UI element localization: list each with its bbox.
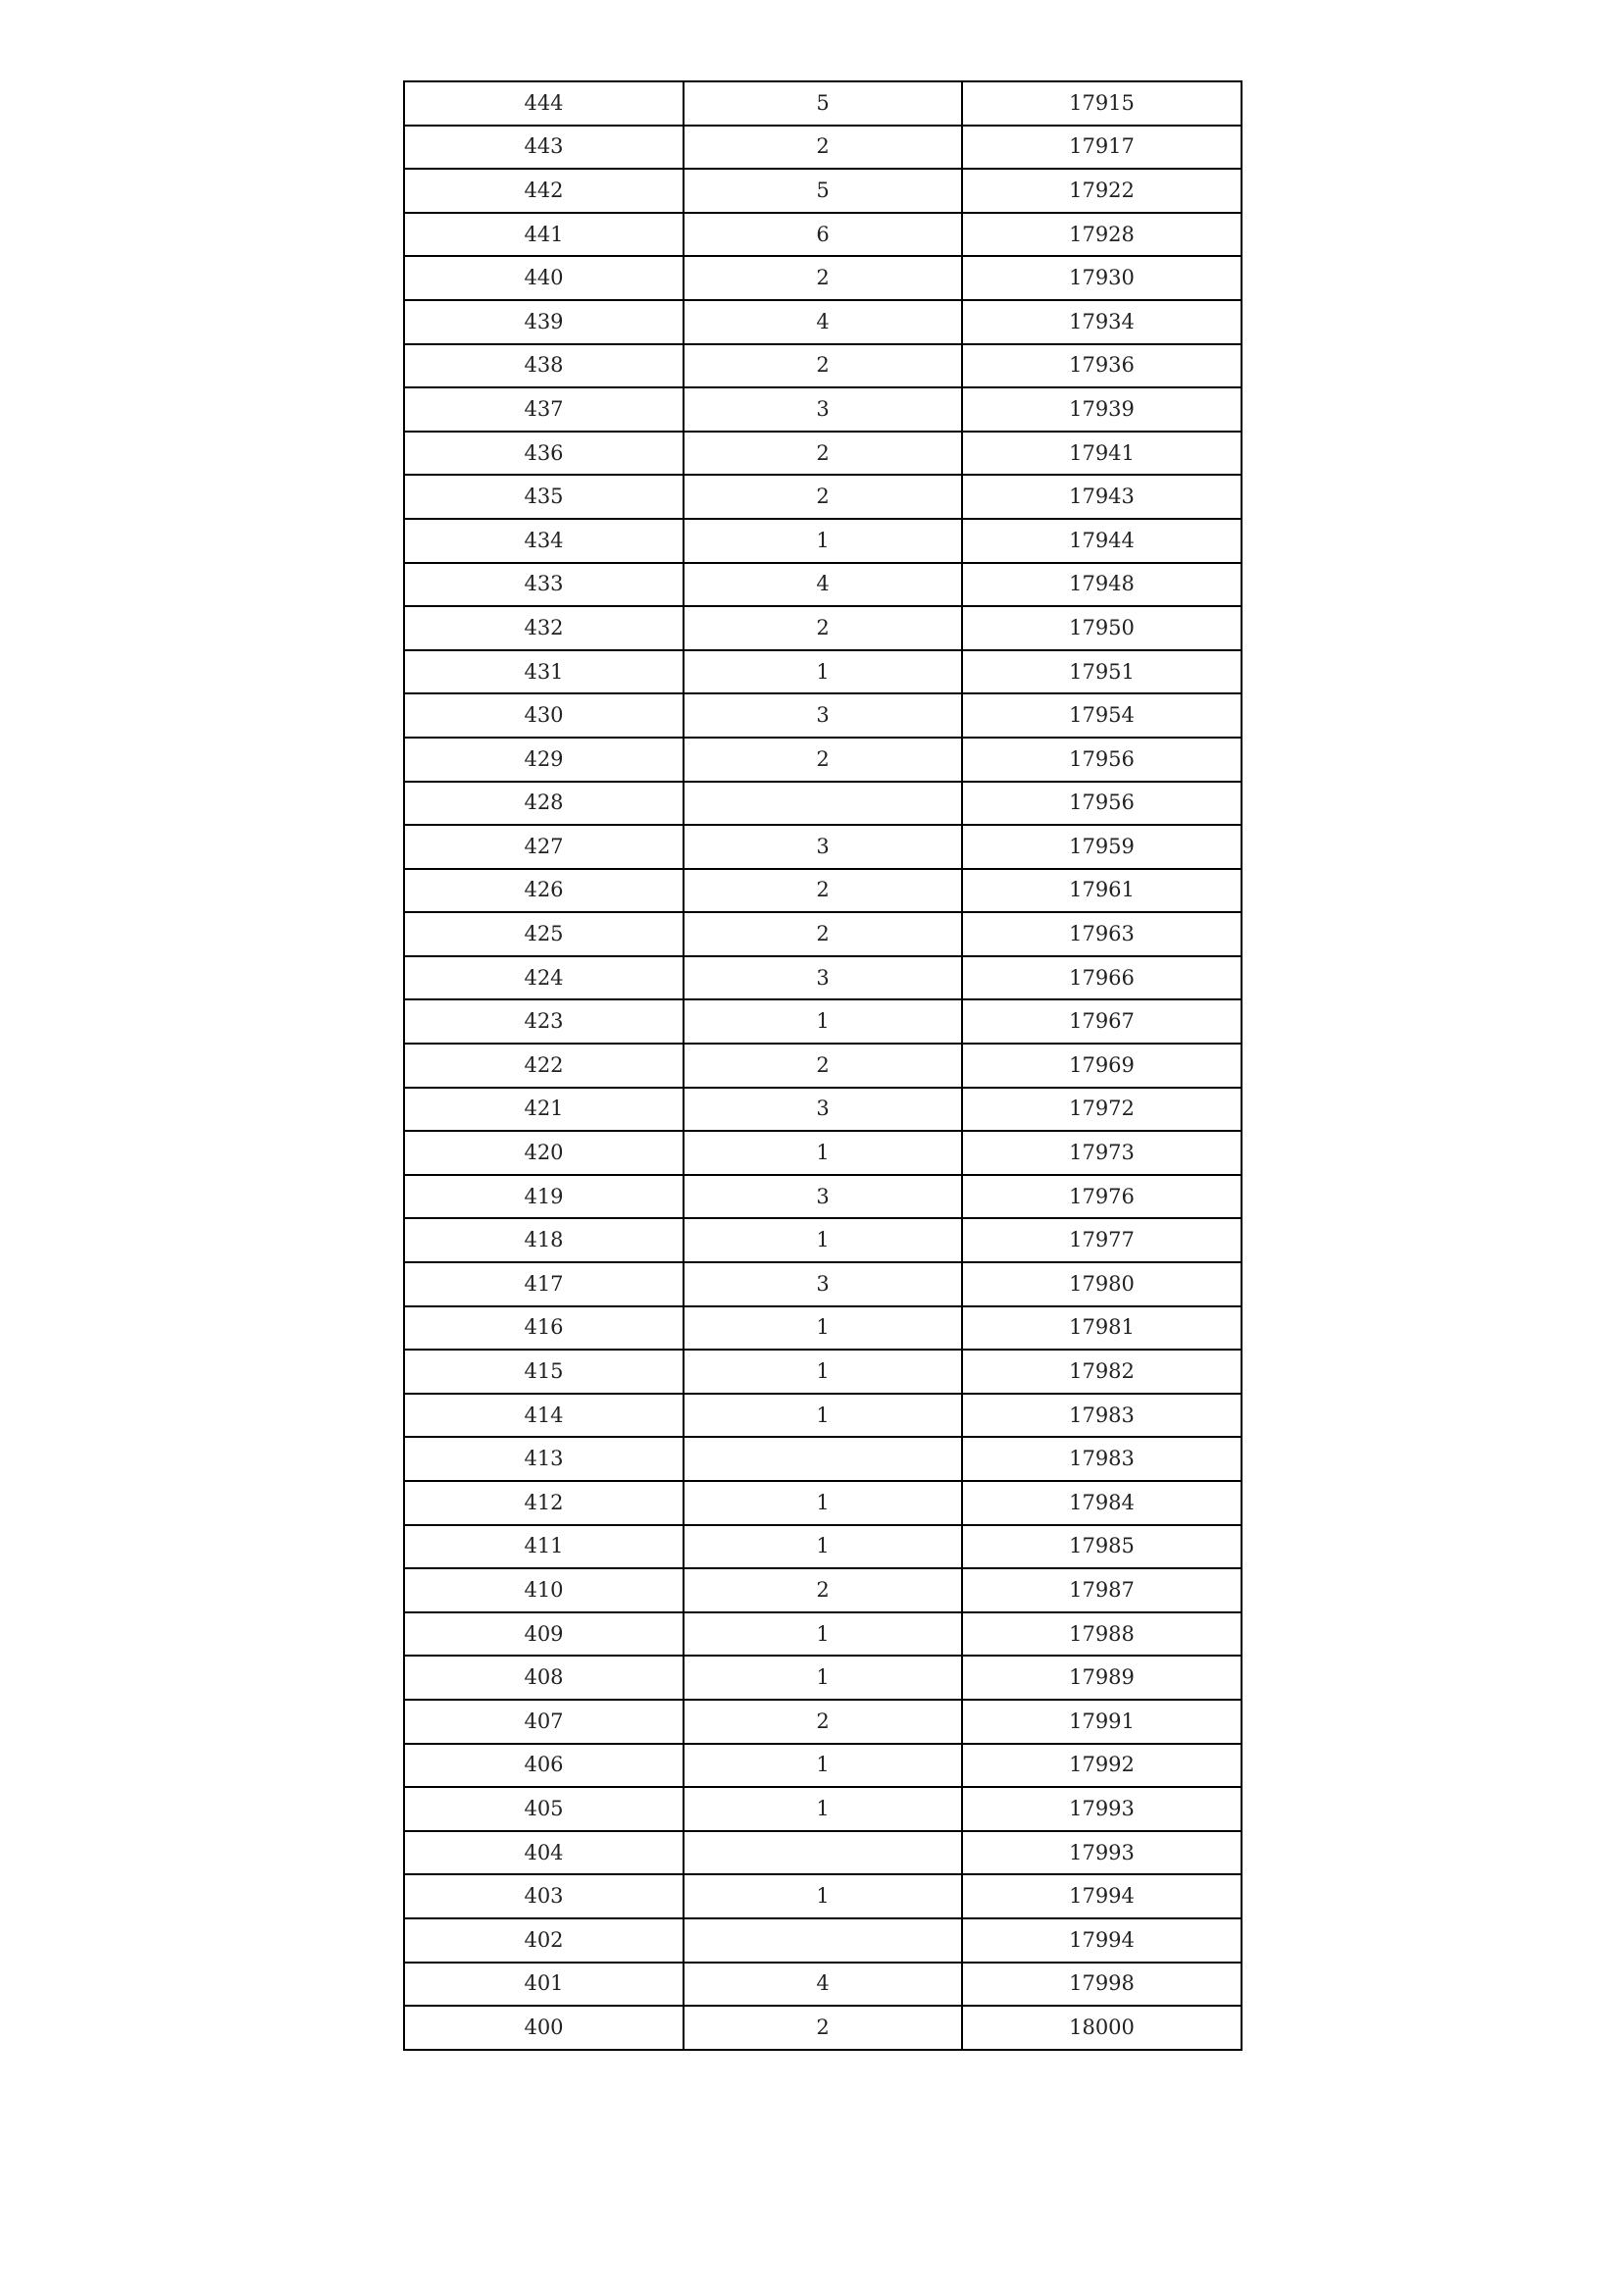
- cumulative-cell: 17956: [962, 782, 1242, 826]
- cumulative-cell: 17934: [962, 300, 1242, 344]
- count-cell: 1: [684, 1787, 962, 1831]
- score-cell: 402: [404, 1918, 684, 1963]
- table-row: [404, 1481, 1242, 1525]
- cumulative-cell: 17967: [962, 999, 1242, 1044]
- cumulative-cell: 18000: [962, 2006, 1242, 2050]
- cumulative-cell: 17994: [962, 1918, 1242, 1963]
- score-cell: 410: [404, 1568, 684, 1612]
- cumulative-cell: 17994: [962, 1874, 1242, 1918]
- score-distribution-table: [403, 80, 1243, 2051]
- cumulative-cell: 17973: [962, 1131, 1242, 1175]
- cumulative-cell: 17944: [962, 519, 1242, 563]
- cumulative-cell: 17983: [962, 1394, 1242, 1438]
- count-cell: 6: [684, 213, 962, 257]
- count-cell: 1: [684, 1218, 962, 1262]
- count-cell: 1: [684, 1131, 962, 1175]
- table-row: [404, 1262, 1242, 1306]
- score-cell: 430: [404, 693, 684, 738]
- table-body: [404, 81, 1242, 2050]
- table-row: [404, 1175, 1242, 1219]
- table-row: [404, 1218, 1242, 1262]
- cumulative-cell: 17984: [962, 1481, 1242, 1525]
- count-cell: 2: [684, 1568, 962, 1612]
- table-row: [404, 782, 1242, 826]
- count-cell: 1: [684, 1350, 962, 1394]
- count-cell: [684, 1918, 962, 1963]
- cumulative-cell: 17993: [962, 1787, 1242, 1831]
- table-row: [404, 650, 1242, 694]
- count-cell: 4: [684, 1963, 962, 2007]
- score-cell: 404: [404, 1831, 684, 1875]
- score-cell: 442: [404, 169, 684, 213]
- cumulative-cell: 17980: [962, 1262, 1242, 1306]
- table-row: [404, 956, 1242, 1000]
- table-row: [404, 2006, 1242, 2050]
- count-cell: 1: [684, 650, 962, 694]
- table-row: [404, 1787, 1242, 1831]
- score-cell: 434: [404, 519, 684, 563]
- count-cell: [684, 1831, 962, 1875]
- score-cell: 407: [404, 1700, 684, 1744]
- count-cell: 1: [684, 1744, 962, 1788]
- count-cell: 2: [684, 126, 962, 170]
- cumulative-cell: 17961: [962, 869, 1242, 913]
- score-cell: 441: [404, 213, 684, 257]
- cumulative-cell: 17950: [962, 606, 1242, 650]
- table-row: [404, 738, 1242, 782]
- count-cell: 3: [684, 693, 962, 738]
- count-cell: 2: [684, 1700, 962, 1744]
- score-cell: 403: [404, 1874, 684, 1918]
- count-cell: 1: [684, 1656, 962, 1700]
- count-cell: 2: [684, 869, 962, 913]
- table-row: [404, 1744, 1242, 1788]
- count-cell: 1: [684, 519, 962, 563]
- table-row: [404, 432, 1242, 476]
- cumulative-cell: 17951: [962, 650, 1242, 694]
- table-row: [404, 1525, 1242, 1569]
- table-row: [404, 126, 1242, 170]
- cumulative-cell: 17987: [962, 1568, 1242, 1612]
- cumulative-cell: 17956: [962, 738, 1242, 782]
- table-row: [404, 1612, 1242, 1657]
- cumulative-cell: 17954: [962, 693, 1242, 738]
- score-cell: 406: [404, 1744, 684, 1788]
- count-cell: 2: [684, 912, 962, 956]
- cumulative-cell: 17917: [962, 126, 1242, 170]
- table-row: [404, 1131, 1242, 1175]
- count-cell: 2: [684, 475, 962, 519]
- cumulative-cell: 17981: [962, 1306, 1242, 1351]
- score-cell: 431: [404, 650, 684, 694]
- count-cell: 3: [684, 1262, 962, 1306]
- table-row: [404, 1437, 1242, 1481]
- score-cell: 418: [404, 1218, 684, 1262]
- score-cell: 408: [404, 1656, 684, 1700]
- score-cell: 409: [404, 1612, 684, 1657]
- cumulative-cell: 17959: [962, 825, 1242, 869]
- table-row: [404, 300, 1242, 344]
- score-cell: 437: [404, 387, 684, 432]
- cumulative-cell: 17963: [962, 912, 1242, 956]
- count-cell: 3: [684, 1088, 962, 1132]
- count-cell: [684, 782, 962, 826]
- cumulative-cell: 17985: [962, 1525, 1242, 1569]
- table-row: [404, 1306, 1242, 1351]
- score-cell: 414: [404, 1394, 684, 1438]
- table-row: [404, 1656, 1242, 1700]
- score-cell: 422: [404, 1044, 684, 1088]
- score-cell: 436: [404, 432, 684, 476]
- count-cell: 4: [684, 563, 962, 607]
- table-row: [404, 693, 1242, 738]
- count-cell: 2: [684, 738, 962, 782]
- score-cell: 438: [404, 344, 684, 388]
- score-cell: 433: [404, 563, 684, 607]
- cumulative-cell: 17988: [962, 1612, 1242, 1657]
- score-cell: 405: [404, 1787, 684, 1831]
- cumulative-cell: 17948: [962, 563, 1242, 607]
- score-cell: 415: [404, 1350, 684, 1394]
- cumulative-cell: 17943: [962, 475, 1242, 519]
- table-row: [404, 1874, 1242, 1918]
- score-cell: 435: [404, 475, 684, 519]
- count-cell: 1: [684, 1612, 962, 1657]
- score-cell: 401: [404, 1963, 684, 2007]
- score-cell: 429: [404, 738, 684, 782]
- count-cell: 5: [684, 81, 962, 126]
- count-cell: 1: [684, 1874, 962, 1918]
- cumulative-cell: 17982: [962, 1350, 1242, 1394]
- count-cell: 2: [684, 606, 962, 650]
- score-cell: 427: [404, 825, 684, 869]
- cumulative-cell: 17998: [962, 1963, 1242, 2007]
- table-row: [404, 999, 1242, 1044]
- count-cell: 1: [684, 1481, 962, 1525]
- count-cell: 1: [684, 999, 962, 1044]
- table-row: [404, 213, 1242, 257]
- table-row: [404, 81, 1242, 126]
- cumulative-cell: 17969: [962, 1044, 1242, 1088]
- count-cell: 2: [684, 344, 962, 388]
- table-row: [404, 1088, 1242, 1132]
- score-cell: 428: [404, 782, 684, 826]
- count-cell: 2: [684, 432, 962, 476]
- table-row: [404, 1700, 1242, 1744]
- score-cell: 417: [404, 1262, 684, 1306]
- score-cell: 426: [404, 869, 684, 913]
- score-cell: 425: [404, 912, 684, 956]
- count-cell: 5: [684, 169, 962, 213]
- score-cell: 444: [404, 81, 684, 126]
- cumulative-cell: 17915: [962, 81, 1242, 126]
- score-cell: 432: [404, 606, 684, 650]
- score-cell: 413: [404, 1437, 684, 1481]
- cumulative-cell: 17977: [962, 1218, 1242, 1262]
- score-cell: 411: [404, 1525, 684, 1569]
- table-row: [404, 1044, 1242, 1088]
- table-row: [404, 1963, 1242, 2007]
- cumulative-cell: 17966: [962, 956, 1242, 1000]
- table-row: [404, 344, 1242, 388]
- table-row: [404, 606, 1242, 650]
- table-row: [404, 1568, 1242, 1612]
- table-row: [404, 825, 1242, 869]
- count-cell: 1: [684, 1394, 962, 1438]
- score-cell: 443: [404, 126, 684, 170]
- count-cell: 1: [684, 1306, 962, 1351]
- count-cell: 3: [684, 825, 962, 869]
- score-cell: 419: [404, 1175, 684, 1219]
- count-cell: 2: [684, 1044, 962, 1088]
- table-row: [404, 1831, 1242, 1875]
- count-cell: 4: [684, 300, 962, 344]
- cumulative-cell: 17922: [962, 169, 1242, 213]
- score-cell: 424: [404, 956, 684, 1000]
- table-row: [404, 169, 1242, 213]
- cumulative-cell: 17992: [962, 1744, 1242, 1788]
- cumulative-cell: 17983: [962, 1437, 1242, 1481]
- cumulative-cell: 17928: [962, 213, 1242, 257]
- cumulative-cell: 17972: [962, 1088, 1242, 1132]
- cumulative-cell: 17993: [962, 1831, 1242, 1875]
- cumulative-cell: 17939: [962, 387, 1242, 432]
- score-cell: 423: [404, 999, 684, 1044]
- table-row: [404, 563, 1242, 607]
- count-cell: 2: [684, 2006, 962, 2050]
- table-row: [404, 387, 1242, 432]
- score-cell: 400: [404, 2006, 684, 2050]
- count-cell: 3: [684, 956, 962, 1000]
- score-cell: 440: [404, 256, 684, 300]
- table-row: [404, 1918, 1242, 1963]
- table-row: [404, 519, 1242, 563]
- cumulative-cell: 17976: [962, 1175, 1242, 1219]
- score-cell: 420: [404, 1131, 684, 1175]
- cumulative-cell: 17991: [962, 1700, 1242, 1744]
- table-row: [404, 912, 1242, 956]
- count-cell: 1: [684, 1525, 962, 1569]
- table-row: [404, 256, 1242, 300]
- score-cell: 439: [404, 300, 684, 344]
- table-row: [404, 1394, 1242, 1438]
- table-row: [404, 869, 1242, 913]
- score-cell: 416: [404, 1306, 684, 1351]
- cumulative-cell: 17989: [962, 1656, 1242, 1700]
- count-cell: 3: [684, 387, 962, 432]
- cumulative-cell: 17941: [962, 432, 1242, 476]
- score-cell: 412: [404, 1481, 684, 1525]
- table-row: [404, 475, 1242, 519]
- count-cell: 2: [684, 256, 962, 300]
- cumulative-cell: 17936: [962, 344, 1242, 388]
- score-cell: 421: [404, 1088, 684, 1132]
- count-cell: 3: [684, 1175, 962, 1219]
- cumulative-cell: 17930: [962, 256, 1242, 300]
- count-cell: [684, 1437, 962, 1481]
- table-row: [404, 1350, 1242, 1394]
